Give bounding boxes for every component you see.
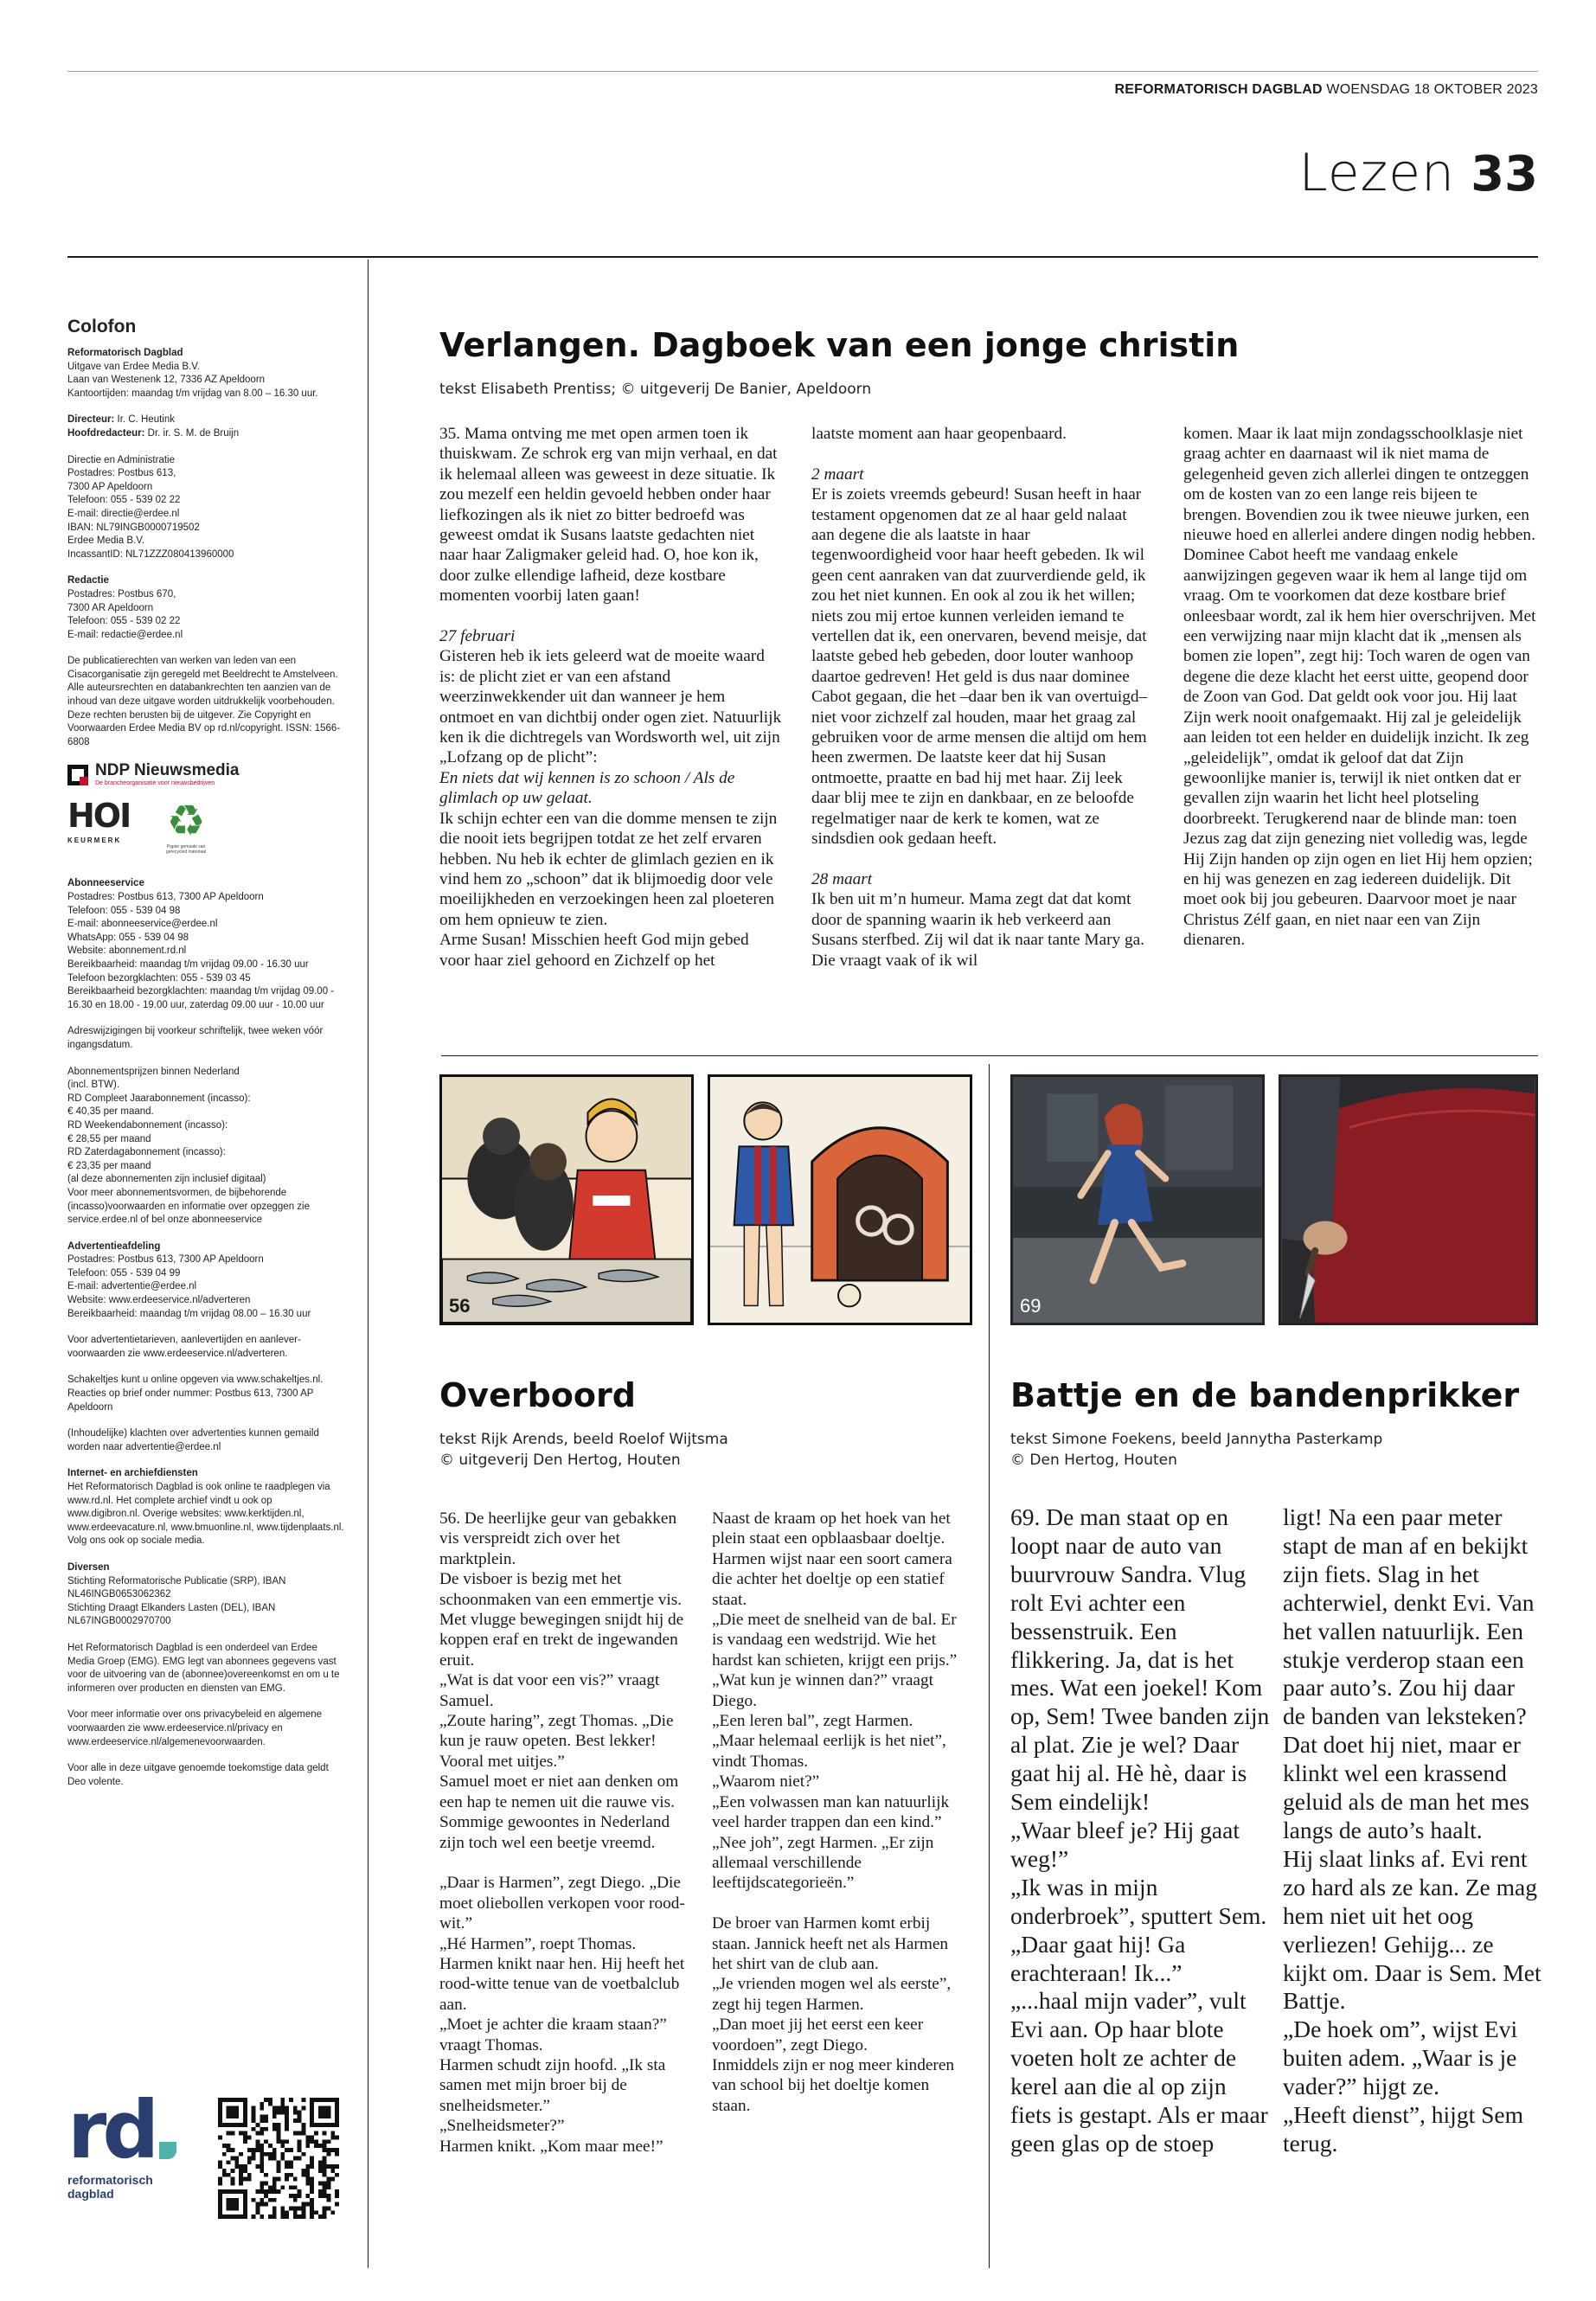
section-divider <box>441 1055 1538 1056</box>
colofon-advertising <box>67 1240 346 1322</box>
director-name: Ir. C. Heutink <box>117 414 175 426</box>
hoi-mark: HOI <box>67 797 131 836</box>
emg-text: Het Reformatorisch Dagblad is een onderdeel van Erdee Media Groep (EMG). EMG legt van abonnees gegevens vast voor de uitvoering van de (abonnee)overeenkomst en om u te informeren over producten en diensten van EMG. <box>67 1642 340 1694</box>
rd-logo-text-1: reformatorisch <box>67 2173 153 2187</box>
diary-date: 27 februari <box>439 627 516 646</box>
publication-name: REFORMATORISCH DAGBLAD <box>1114 82 1323 97</box>
advert-terms: Voor advertentietarieven, aanlevertijden en aanlever-voorwaarden zie www.erdeeservice.nl/adverteren. <box>67 1335 301 1359</box>
abonnee-line: Bereikbaarheid: maandag t/m vrijdag 09.00 - 16.30 uur <box>67 959 309 970</box>
admin-line: Telefoon: 055 - 539 02 22 <box>67 495 181 506</box>
panel-number: 69 <box>1020 1295 1042 1317</box>
paragraph: Harmen wijst naar een soort camera die achter het doeltje op een statief staat. <box>712 1549 952 1609</box>
paragraph: „...haal mijn vader”, vult Evi aan. Op haar blote voeten holt ze achter de kerel aan die al op zijn fiets is gestapt. Als er maar geen glas op de stoep <box>1010 1987 1268 2157</box>
editor-name: Dr. ir. S. M. de Bruijn <box>147 427 240 439</box>
header-top-rule <box>67 71 1538 72</box>
overboord-panel-goal <box>708 1074 972 1325</box>
overboord-column-2 <box>712 1509 963 2116</box>
diversen-line: Stichting Reformatorische Publicatie (SRP), IBAN NL46INGB0653062362 <box>67 1575 286 1600</box>
advert-label: Advertentieafdeling <box>67 1240 161 1252</box>
paragraph: „Maar helemaal eerlijk is het niet”, vindt Thomas. <box>712 1732 946 1771</box>
price-line: RD Compleet Jaarabonnement (incasso): <box>67 1093 251 1104</box>
advert-line: Telefoon: 055 - 539 04 99 <box>67 1267 181 1279</box>
colofon-diversen <box>67 1561 346 1629</box>
paragraph: Ik ben uit m’n humeur. Mama zegt dat dat komt door de spanning waarin ik heb verkeerd aan Susans sterfbed. Zij wil dat ik naar tante Mary ga. Die vraagt vaak of ik wil <box>811 890 1144 970</box>
article-battje <box>1010 1375 1547 1471</box>
redactie-label: Redactie <box>67 575 109 586</box>
header-bottom-rule <box>67 256 1538 258</box>
diary-date: 2 maart <box>811 465 864 484</box>
rd-logo-mark <box>67 2084 206 2176</box>
price-line: (al deze abonnementen zijn inclusief digitaal) <box>67 1174 266 1185</box>
editor-label: Hoofdredacteur: <box>67 427 145 439</box>
paragraph: Inmiddels zijn er nog meer kinderen van school bij het doeltje komen staan. <box>712 2055 955 2115</box>
article-credit: tekst Elisabeth Prentiss; © uitgeverij De Banier, Apeldoorn <box>439 381 872 398</box>
redactie-line: E-mail: redactie@erdee.nl <box>67 629 183 640</box>
article-title: Battje en de bandenprikker <box>1010 1376 1520 1414</box>
advert-line: E-mail: advertentie@erdee.nl <box>67 1281 197 1292</box>
publisher-line: Laan van Westenenk 12, 7336 AZ Apeldoorn <box>67 375 266 386</box>
qr-code[interactable] <box>218 2098 339 2219</box>
paragraph: De broer van Harmen komt erbij staan. Jannick heeft net als Harmen het shirt van de club aan. <box>712 1914 949 1973</box>
keurmerk-label: KEURMERK <box>67 836 122 845</box>
article-credit: tekst Simone Foekens, beeld Jannytha Pasterkamp <box>1010 1431 1383 1448</box>
redactie-line: 7300 AR Apeldoorn <box>67 602 154 613</box>
abonnee-line: WhatsApp: 055 - 539 04 98 <box>67 932 189 943</box>
diversen-line: Stichting Draagt Elkanders Lasten (DEL), IBAN NL67INGB0002970700 <box>67 1602 276 1627</box>
admin-line: Postadres: Postbus 613, <box>67 468 176 479</box>
paragraph: „Nee joh”, zegt Harmen. „Er zijn allemaal verschillende leeftijdscategorieën.” <box>712 1833 934 1893</box>
advert-line: Postadres: Postbus 613, 7300 AP Apeldoorn <box>67 1254 264 1266</box>
paragraph: „Moet je achter die kraam staan?” vraagt Thomas. <box>439 2016 667 2054</box>
privacy-text: Voor meer informatie over ons privacybeleid en algemene voorwaarden zie www.erdeeservice.nl/privacy en www.erdeeservice.nl/algemenevoorwaarden. <box>67 1709 323 1747</box>
diary-date: 28 maart <box>811 869 873 888</box>
paragraph: „Wat kun je winnen dan?” vraagt Diego. <box>712 1671 933 1710</box>
paragraph: Naast de kraam op het hoek van het plein staat een opblaasbaar doeltje. <box>712 1509 951 1548</box>
article-title: Overboord <box>439 1376 636 1414</box>
publisher-line: Uitgave van Erdee Media B.V. <box>67 361 200 372</box>
certification-badges <box>67 798 346 860</box>
schakeltjes-text: Schakeltjes kunt u online opgeven via www.schakeltjes.nl. Reacties op brief onder nummer: Postbus 613, 7300 AP Apeldoorn <box>67 1375 324 1413</box>
admin-line: IncassantID: NL71ZZZ080413960000 <box>67 548 234 560</box>
rd-logo-text-2: dagblad <box>67 2187 114 2201</box>
price-line: (incl. BTW). <box>67 1080 120 1091</box>
admin-line: Directie en Administratie <box>67 454 175 465</box>
redactie-line: Telefoon: 055 - 539 02 22 <box>67 616 181 627</box>
article-column-1 <box>439 424 782 971</box>
address-change: Adreswijzigingen bij voorkeur schriftelijk, twee weken vóór ingangsdatum. <box>67 1026 324 1050</box>
paragraph: komen. Maar ik laat mijn zondagsschoolklasje niet graag achter en daarnaast wil ik niet mama de gelegenheid geven zich allerlei dingen te ontzeggen om de kosten van zo een lange reis bijeen te brengen. Bovendien zou ik twee nieuwe jurken, een nieuwe hoed en allerlei andere dingen nodig hebben. Dominee Cabot heeft me vandaag enkele aanwijzingen gegeven waar ik hem al lange tijd om vraag. Om te voorkomen dat deze kostbare brief onleesbaar wordt, zal ik hem hier overschrijven. Met een verwijzing naar mijn klacht dat ik „mensen als bomen zie lopen”, zegt hij: Toch waren de ogen van degene die deze klacht het eerst uitte, geopend door de Zoon van God. Dat geldt ook voor jou. Hij laat Zijn werk nooit onafgemaakt. Hij zal je geleidelijk aan leiden tot een helder en duidelijk inzicht. Ik zeg „geleidelijk”, omdat ik geloof dat dat Zijn gewoonlijke manier is, terwijl ik niet ontken dat er gevallen zijn waarin het licht heel plotseling doorbreekt. Terugkerend naar de blinde man: toen Jezus zag dat zijn genezing niet volledig was, legde Hij Zijn handen op zijn ogen en liet Hij hem opzien; en hij was genezen en zag iedereen duidelijk. Dit moet ook bij jou gebeuren. Daarvoor moet je naar Christus Zélf gaan, en niet naar een van Zijn dienaren. <box>1183 425 1536 950</box>
internet-text: Het Reformatorisch Dagblad is ook online te raadplegen via www.rd.nl. Het complete archief vindt u ook op www.digibron.nl. Overige websites: www.kerktijden.nl, www.erdeevacature.nl, www.bmuonline.nl, www.tijdenplaats.nl. Volg ons ook op sociale media. <box>67 1482 344 1547</box>
ndp-subtitle: De brancheorganisatie voor nieuwsbedrijven <box>95 780 215 787</box>
paragraph: Arme Susan! Misschien heeft God mijn gebed voor haar ziel gehoord en Zichzelf op het <box>439 931 749 970</box>
abonnee-line: Website: abonnement.rd.nl <box>67 945 187 957</box>
deo-volente-text: Voor alle in deze uitgave genoemde toekomstige data geldt Deo volente. <box>67 1763 329 1787</box>
director-label: Directeur: <box>67 414 115 426</box>
rights-text: De publicatierechten van werken van leden van een Cisacorganisatie zijn geregeld met Beeldrecht te Amstelveen. Alle auteursrechten en databankrechten ten aanzien van de inhoud van deze uitgave worden uitdrukkelijk voorbehouden. Deze rechten berusten bij de uitgever. Zie Copyright en Voorwaarden Erdee Media BV op rd.nl/copyright. ISSN: 1566-6808 <box>67 656 341 747</box>
paragraph: „Hé Harmen”, roept Thomas. <box>439 1934 637 1953</box>
overboord-panel-market <box>439 1074 694 1325</box>
colofon-publisher <box>67 347 346 401</box>
paragraph: 56. De heerlijke geur van gebakken vis verspreidt zich over het marktplein. <box>439 1509 677 1568</box>
colofon-sidebar <box>67 316 346 1802</box>
qr-code-graphic <box>218 2098 339 2219</box>
inflatable-goal-illustration <box>710 1077 970 1323</box>
paragraph: De visboer is bezig met het schoonmaken van een emmertje vis. Met vlugge bewegingen snijdt hij de koppen eraf en trekt de ingewanden eruit. <box>439 1570 684 1670</box>
paragraph: Harmen knikt naar hen. Hij heeft het rood-witte tenue van de voetbalclub aan. <box>439 1954 685 2014</box>
battje-panel-knife <box>1279 1074 1538 1325</box>
paragraph: „Waar bleef je? Hij gaat weg!” <box>1010 1816 1240 1872</box>
price-line: RD Zaterdagabonnement (incasso): <box>67 1147 226 1158</box>
paragraph: Ik schijn echter een van die domme mensen te zijn die nooit iets begrijpen totdat ze het zelf ervaren hebben. Nu heb ik echter de glimlach gezien en ik vind hem zo „schoon” dat ik blijmoedig door vele moeilijkheden en verzoekingen heen zal ploeteren om hem opnieuw te zien. <box>439 809 778 929</box>
overboord-column-1 <box>439 1509 686 2157</box>
article-credit: © Den Hertog, Houten <box>1010 1452 1177 1469</box>
article-overboord <box>439 1375 976 1471</box>
recycle-badge <box>161 798 211 855</box>
internet-label: Internet- en archiefdiensten <box>67 1468 198 1479</box>
publisher-line: Kantoortijden: maandag t/m vrijdag van 8.00 – 16.30 uur. <box>67 388 318 399</box>
battje-panel-running <box>1010 1074 1265 1325</box>
ndp-logo <box>67 762 346 787</box>
admin-line: IBAN: NL79INGB0000719502 <box>67 522 200 533</box>
article-verlangen <box>439 325 1538 400</box>
running-girl-illustration <box>1013 1077 1262 1323</box>
abonnee-line: Telefoon: 055 - 539 04 98 <box>67 905 181 916</box>
battje-column-2 <box>1283 1503 1542 2158</box>
abonnee-line: Bereikbaarheid bezorgklachten: maandag t/m vrijdag 09.00 - 16.30 en 18.00 - 19.00 uur, zaterdag 09.00 uur - 10.00 uur <box>67 986 335 1010</box>
paragraph: „Waarom niet?” <box>712 1772 820 1791</box>
panel-number: 56 <box>449 1295 471 1317</box>
paragraph: „Zoute haring”, zegt Thomas. „Die kun je rauw opeten. Best lekker! Vooral met uitjes.” <box>439 1712 674 1771</box>
paragraph: Harmen schudt zijn hoofd. „Ik sta samen met mijn broer bij de snelheidsmeter.” <box>439 2055 666 2115</box>
abonnee-line: Postadres: Postbus 613, 7300 AP Apeldoorn <box>67 892 264 903</box>
section-name: Lezen <box>1298 143 1456 203</box>
admin-line: E-mail: directie@erdee.nl <box>67 508 180 519</box>
article-credit: © uitgeverij Den Hertog, Houten <box>439 1452 681 1469</box>
paragraph: „Een leren bal”, zegt Harmen. <box>712 1712 913 1731</box>
rd-logo-dot <box>159 2142 176 2159</box>
paragraph: „Wat is dat voor een vis?” vraagt Samuel. <box>439 1671 660 1710</box>
recycle-label: Papier gemaakt van gerecycled materiaal <box>165 844 207 856</box>
colofon-internet <box>67 1467 346 1548</box>
price-line: € 40,35 per maand. <box>67 1106 154 1118</box>
price-line: € 28,55 per maand <box>67 1133 151 1144</box>
price-line: € 23,35 per maand <box>67 1160 151 1171</box>
recycle-icon: ♻ <box>166 797 206 846</box>
paragraph: „De hoek om”, wijst Evi buiten adem. „Waar is je vader?” hijgt ze. <box>1283 2016 1518 2100</box>
paragraph: Hij slaat links af. Evi rent zo hard als ze kan. Ze mag hem niet uit het oog verliezen! Gehijg... ze kijkt om. Daar is Sem. Met Battje. <box>1283 1844 1542 2015</box>
colofon-redactie <box>67 574 346 642</box>
market-scene-illustration <box>442 1077 691 1323</box>
knife-and-car-illustration <box>1281 1077 1535 1323</box>
article-column-2 <box>811 424 1154 971</box>
paragraph: „Ik was in mijn onderbroek”, sputtert Sem. „Daar gaat hij! Ga erachteraan! Ik...” <box>1010 1873 1267 1986</box>
publisher-name: Reformatorisch Dagblad <box>67 348 183 358</box>
price-line: Voor meer abonnementsvormen, de bijbehorende (incasso)voorwaarden en informatie over opzeggen zie service.erdee.nl of bel onze abonneeservice <box>67 1187 310 1226</box>
ndp-square-icon <box>67 765 88 785</box>
article-credit: tekst Rijk Arends, beeld Roelof Wijtsma <box>439 1431 728 1448</box>
section-heading <box>1298 143 1538 203</box>
redactie-line: Postadres: Postbus 670, <box>67 588 176 599</box>
paragraph: „Daar is Harmen”, zegt Diego. „Die moet oliebollen verkopen voor rood-wit.” <box>439 1874 685 1933</box>
publication-header <box>1115 82 1539 98</box>
comics-divider <box>989 1064 990 2268</box>
sidebar-divider <box>368 260 369 2268</box>
paragraph: 35. Mama ontving me met open armen toen ik thuiskwam. Ze schrok erg van mijn verhaal, en dat ik helemaal alleen was geweest in deze situatie. Ik zou mezelf een heldin gevoeld hebben onder haar liefkozingen als ik niet zo bitter bedroefd was geweest omdat ik Susans laatste gedachten niet naar haar Zaligmaker geleid had. O, hoe kon ik, door zulke ellendige lafheid, deze kostbare momenten voorbij laten gaan! <box>439 425 778 606</box>
poem-quote: En niets dat wij kennen is zo schoon / Als de glimlach op uw gelaat. <box>439 768 735 808</box>
hoi-keurmerk-logo <box>67 798 144 848</box>
paragraph: laatste moment aan haar geopenbaard. <box>811 425 1067 443</box>
colofon-abonneeservice <box>67 877 346 1012</box>
abonnee-line: E-mail: abonneeservice@erdee.nl <box>67 919 218 930</box>
ndp-name: NDP Nieuwsmedia <box>95 761 240 780</box>
battje-column-1 <box>1010 1503 1270 2158</box>
paragraph: „Heeft dienst”, hijgt Sem terug. <box>1283 2101 1523 2157</box>
abonnee-line: Telefoon bezorgklachten: 055 - 539 03 45 <box>67 972 251 984</box>
paragraph: Samuel moet er niet aan denken om een hap te nemen uit die rauwe vis. Sommige gewoontes in Nederland zijn toch wel een beetje vreemd. <box>439 1772 679 1852</box>
article-title: Verlangen. Dagboek van een jonge christin <box>439 326 1240 364</box>
complaints-text: (Inhoudelijke) klachten over advertenties kunnen gemaild worden naar advertentie@erdee.nl <box>67 1428 319 1452</box>
colofon-title: Colofon <box>67 317 137 336</box>
diversen-label: Diversen <box>67 1561 110 1573</box>
paragraph: ligt! Na een paar meter stapt de man af en bekijkt zijn fiets. Slag in het achterwiel, denkt Evi. Van het vallen natuurlijk. Een stukje verderop staan een paar auto’s. Zou hij daar de banden van leksteken? Dat doet hij niet, maar er klinkt wel een krassend geluid als de man het mes langs de auto’s haalt. <box>1283 1503 1535 1843</box>
paragraph: „Je vrienden mogen wel als eerste”, zegt hij tegen Harmen. <box>712 1975 952 2014</box>
paragraph: „Die meet de snelheid van de bal. Er is vandaag een wedstrijd. Wie het hardst kan schieten, krijgt een prijs.” <box>712 1611 958 1670</box>
paragraph: 69. De man staat op en loopt naar de auto van buurvrouw Sandra. Vlug rolt Evi achter een bessenstruik. Een flikkering. Ja, dat is het mes. Wat een joekel! Kom op, Sem! Twee banden zijn al plat. Zie je wel? Daar gaat hij al. Hè hè, daar is Sem eindelijk! <box>1010 1503 1270 1816</box>
paragraph: „Een volwassen man kan natuurlijk veel harder trappen dan een kind.” <box>712 1792 950 1832</box>
paragraph: Gisteren heb ik iets geleerd wat de moeite waard is: de plicht ziet er van een afstand weerzinwekkender uit dan wanneer je hem ontmoet en van dichtbij onder ogen ziet. Natuurlijk ken ik die dichtregels van Wordsworth wel, uit zijn „Lofzang op de plicht”: <box>439 647 782 767</box>
paragraph: Er is zoiets vreemds gebeurd! Susan heeft in haar testament opgenomen dat ze al haar geld nalaat aan degene die als laatste in haar tegenwoordigheid voor haar heeft gebeden. Ik wil geen cent aanraken van dat zuurverdiende geld, ik zou het niet kunnen. En ook al zou ik het willen; niets zou mij ertoe kunnen verleiden iemand te vertellen dat ik, een onervaren, bevend meisje, dat laatste gebed heb gebeden, door louter wanhoop daartoe gedreven! Het geld is dus naar dominee Cabot gegaan, die het –daar ben ik van overtuigd– niet voor zichzelf zal houden, maar het graag zal gebruiken voor de arme mensen die altijd om hem heen zwermen. De laatste keer dat hij Susan ontmoette, praatte en bad hij met haar. Zij leek daar blij mee te zijn en dankbaar, en ze beloofde regelmatiger naar de kerk te komen, wat ze sindsdien ook gedaan heeft. <box>811 485 1148 849</box>
colofon-prices <box>67 1066 346 1227</box>
paragraph: Harmen knikt. „Kom maar mee!” <box>439 2137 663 2156</box>
paragraph: „Dan moet jij het eerst een keer voordoen”, zegt Diego. <box>712 2016 924 2054</box>
rd-logo <box>67 2084 206 2201</box>
rd-logo-letters: rd <box>67 2084 156 2176</box>
admin-line: Erdee Media B.V. <box>67 535 145 547</box>
abonnee-label: Abonneeservice <box>67 878 144 889</box>
advert-line: Website: www.erdeeservice.nl/adverteren <box>67 1295 251 1306</box>
price-line: Abonnementsprijzen binnen Nederland <box>67 1066 240 1077</box>
page-number: 33 <box>1471 146 1538 202</box>
paragraph: „Snelheidsmeter?” <box>439 2117 565 2136</box>
article-column-3 <box>1183 424 1538 951</box>
advert-line: Bereikbaarheid: maandag t/m vrijdag 08.00 – 16.30 uur <box>67 1308 311 1319</box>
admin-line: 7300 AP Apeldoorn <box>67 481 153 492</box>
colofon-management <box>67 413 346 440</box>
price-line: RD Weekendabonnement (incasso): <box>67 1119 228 1131</box>
publication-date: WOENSDAG 18 OKTOBER 2023 <box>1326 82 1538 97</box>
colofon-admin <box>67 454 346 562</box>
